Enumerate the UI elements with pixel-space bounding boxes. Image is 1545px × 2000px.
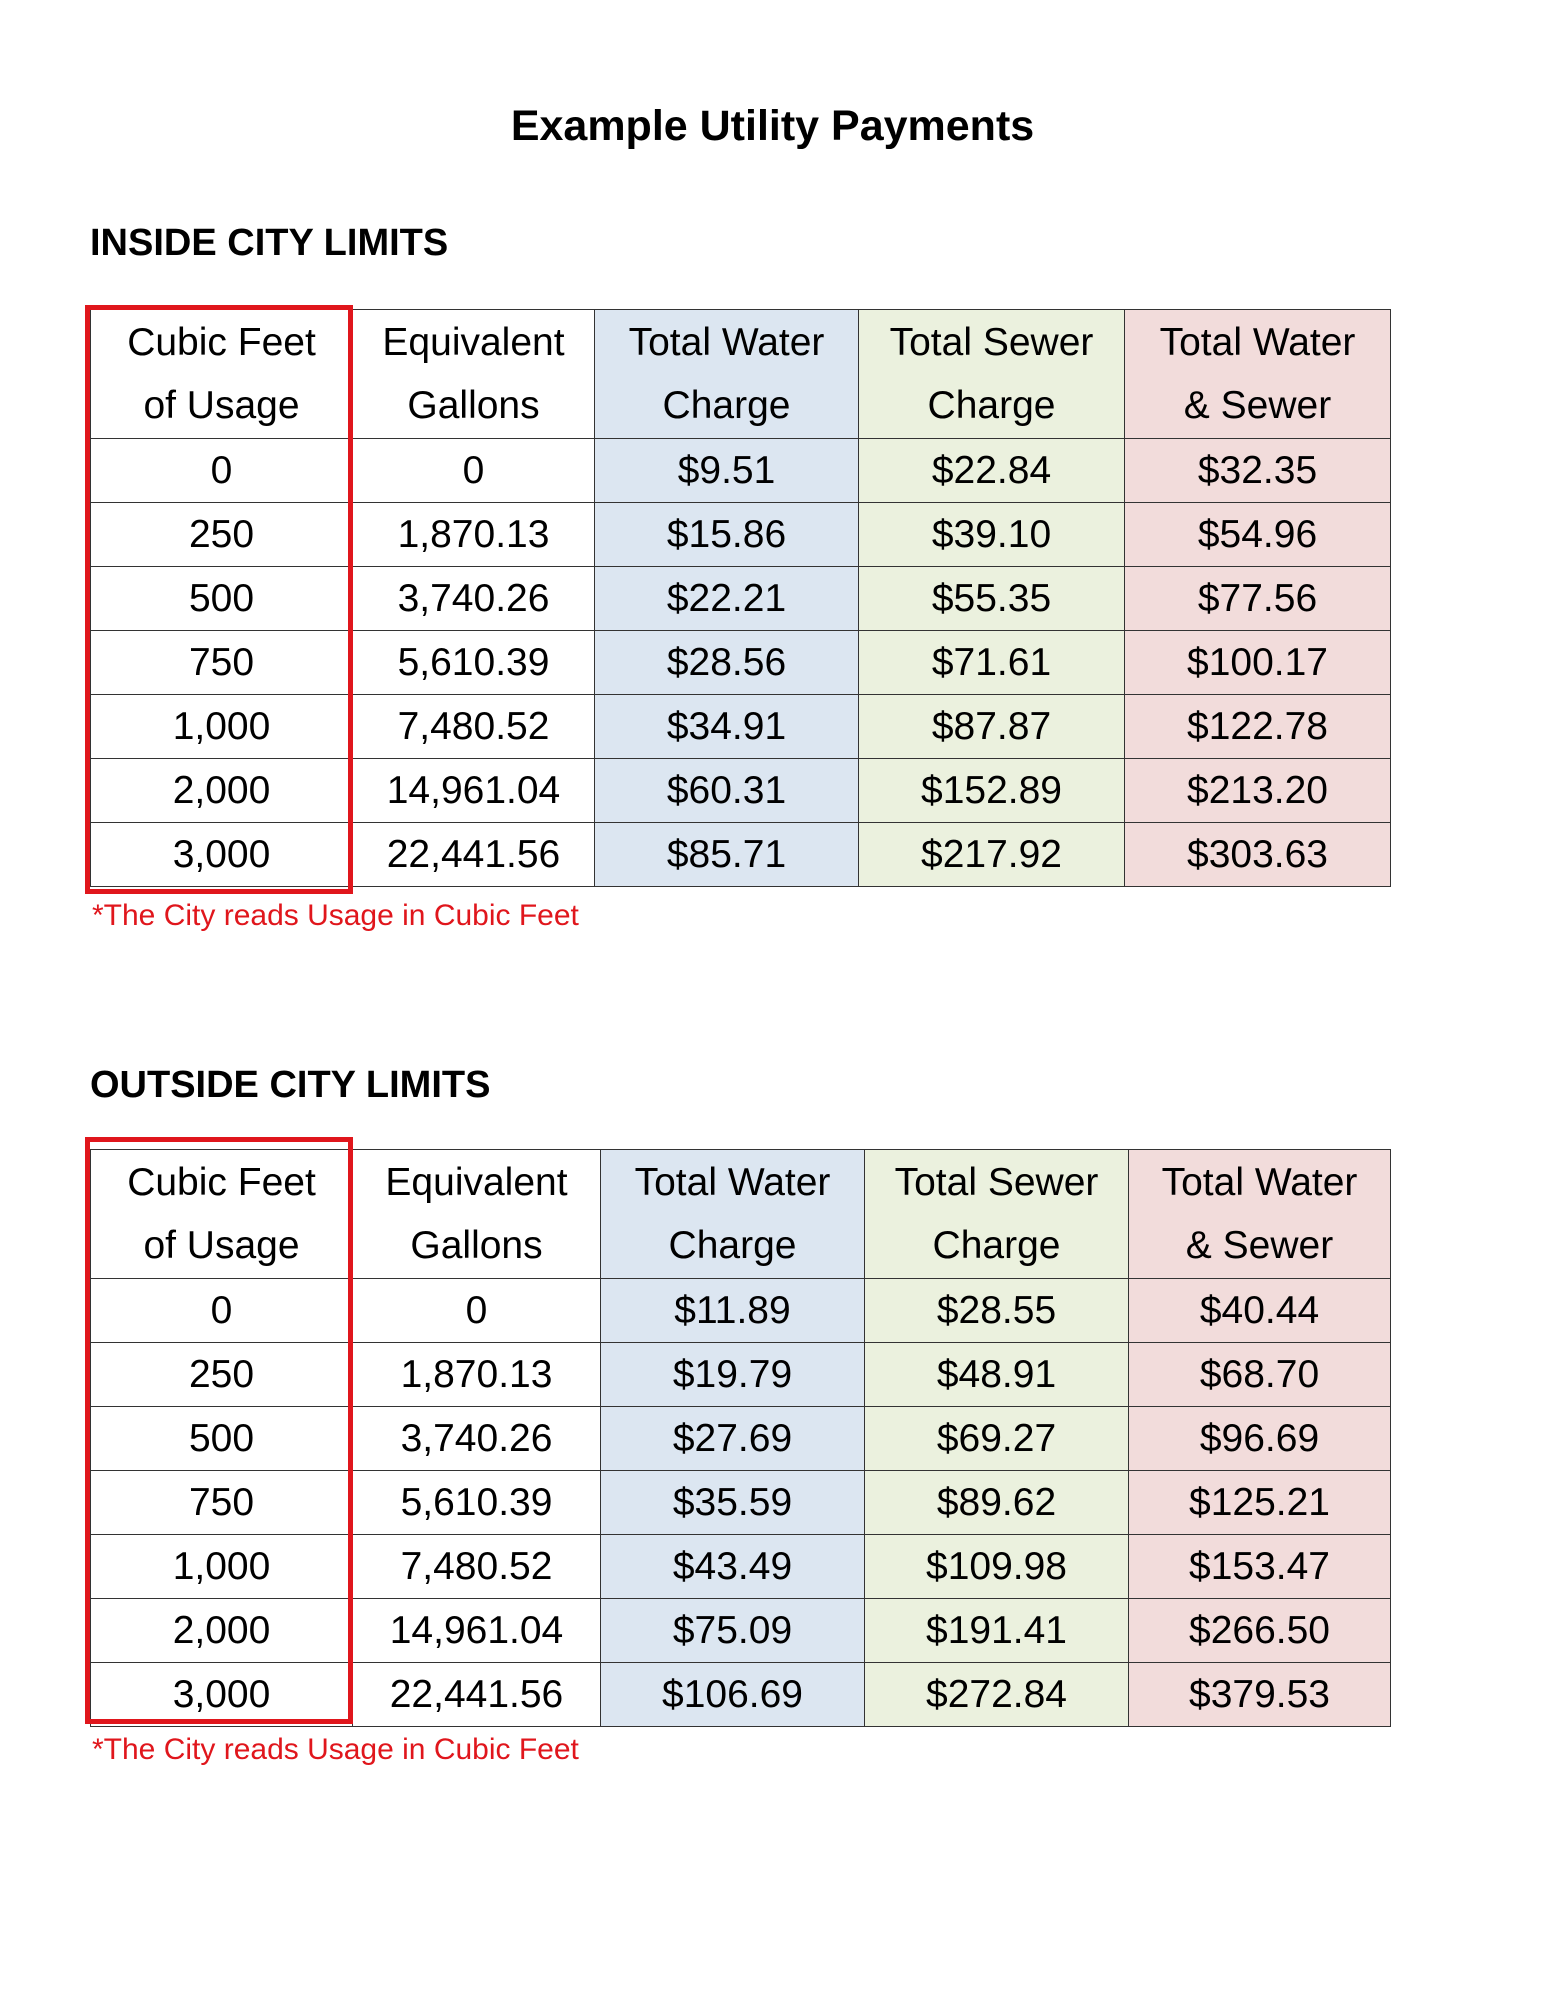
cubic-feet-cell: 250 — [91, 1343, 353, 1407]
cubic-feet-cell: 750 — [91, 1471, 353, 1535]
total-charge-cell: $54.96 — [1125, 503, 1391, 567]
cubic-feet-cell: 2,000 — [91, 1599, 353, 1663]
table-row — [91, 759, 1391, 823]
cubic-feet-cell: 3,000 — [91, 1663, 353, 1727]
sewer-charge-cell: $191.41 — [865, 1599, 1129, 1663]
water-charge-cell: $11.89 — [601, 1279, 865, 1343]
header-water-charge: Total Water Charge — [601, 1150, 865, 1279]
sewer-charge-cell: $89.62 — [865, 1471, 1129, 1535]
total-charge-cell: $40.44 — [1129, 1279, 1391, 1343]
water-charge-cell: $15.86 — [595, 503, 859, 567]
header-sewer-charge: Total Sewer Charge — [859, 310, 1125, 439]
table-row — [91, 1343, 1391, 1407]
water-charge-cell: $27.69 — [601, 1407, 865, 1471]
table-row — [91, 503, 1391, 567]
table-row — [91, 1279, 1391, 1343]
gallons-cell: 3,740.26 — [353, 1407, 601, 1471]
sewer-charge-cell: $69.27 — [865, 1407, 1129, 1471]
sewer-charge-cell: $55.35 — [859, 567, 1125, 631]
total-charge-cell: $213.20 — [1125, 759, 1391, 823]
table-row — [91, 1599, 1391, 1663]
table-row — [91, 1663, 1391, 1727]
gallons-cell: 1,870.13 — [353, 1343, 601, 1407]
sewer-charge-cell: $39.10 — [859, 503, 1125, 567]
cubic-feet-cell: 500 — [91, 1407, 353, 1471]
table-row — [91, 695, 1391, 759]
table-row — [91, 567, 1391, 631]
sewer-charge-cell: $28.55 — [865, 1279, 1129, 1343]
water-charge-cell: $43.49 — [601, 1535, 865, 1599]
gallons-cell: 22,441.56 — [353, 1663, 601, 1727]
total-charge-cell: $125.21 — [1129, 1471, 1391, 1535]
sewer-charge-cell: $22.84 — [859, 439, 1125, 503]
total-charge-cell: $68.70 — [1129, 1343, 1391, 1407]
total-charge-cell: $77.56 — [1125, 567, 1391, 631]
header-sewer-charge: Total Sewer Charge — [865, 1150, 1129, 1279]
inside-rates-table — [90, 309, 1391, 887]
gallons-cell: 3,740.26 — [353, 567, 595, 631]
gallons-cell: 0 — [353, 439, 595, 503]
outside-rates-table — [90, 1149, 1391, 1727]
sewer-charge-cell: $48.91 — [865, 1343, 1129, 1407]
gallons-cell: 0 — [353, 1279, 601, 1343]
gallons-cell: 1,870.13 — [353, 503, 595, 567]
header-water-charge: Total Water Charge — [595, 310, 859, 439]
total-charge-cell: $96.69 — [1129, 1407, 1391, 1471]
cubic-feet-cell: 3,000 — [91, 823, 353, 887]
water-charge-cell: $34.91 — [595, 695, 859, 759]
sewer-charge-cell: $272.84 — [865, 1663, 1129, 1727]
cubic-feet-cell: 1,000 — [91, 1535, 353, 1599]
table-row — [91, 439, 1391, 503]
water-charge-cell: $60.31 — [595, 759, 859, 823]
total-charge-cell: $153.47 — [1129, 1535, 1391, 1599]
cubic-feet-cell: 750 — [91, 631, 353, 695]
total-charge-cell: $100.17 — [1125, 631, 1391, 695]
header-cubic-feet: Cubic Feet of Usage — [91, 310, 353, 439]
gallons-cell: 14,961.04 — [353, 759, 595, 823]
cubic-feet-cell: 0 — [91, 439, 353, 503]
section-heading-outside: OUTSIDE CITY LIMITS — [90, 1064, 491, 1106]
gallons-cell: 5,610.39 — [353, 631, 595, 695]
water-charge-cell: $85.71 — [595, 823, 859, 887]
header-equivalent-gallons: Equivalent Gallons — [353, 1150, 601, 1279]
header-cubic-feet: Cubic Feet of Usage — [91, 1150, 353, 1279]
header-equivalent-gallons: Equivalent Gallons — [353, 310, 595, 439]
total-charge-cell: $379.53 — [1129, 1663, 1391, 1727]
water-charge-cell: $22.21 — [595, 567, 859, 631]
gallons-cell: 22,441.56 — [353, 823, 595, 887]
water-charge-cell: $106.69 — [601, 1663, 865, 1727]
table-header-row — [91, 310, 1391, 439]
gallons-cell: 5,610.39 — [353, 1471, 601, 1535]
sewer-charge-cell: $109.98 — [865, 1535, 1129, 1599]
table-row — [91, 1471, 1391, 1535]
water-charge-cell: $75.09 — [601, 1599, 865, 1663]
footnote-inside: *The City reads Usage in Cubic Feet — [92, 899, 579, 932]
sewer-charge-cell: $217.92 — [859, 823, 1125, 887]
cubic-feet-cell: 0 — [91, 1279, 353, 1343]
total-charge-cell: $32.35 — [1125, 439, 1391, 503]
table-row — [91, 631, 1391, 695]
gallons-cell: 7,480.52 — [353, 695, 595, 759]
table-row — [91, 1535, 1391, 1599]
sewer-charge-cell: $71.61 — [859, 631, 1125, 695]
sewer-charge-cell: $87.87 — [859, 695, 1125, 759]
cubic-feet-cell: 2,000 — [91, 759, 353, 823]
gallons-cell: 7,480.52 — [353, 1535, 601, 1599]
header-total-charge: Total Water & Sewer — [1125, 310, 1391, 439]
page-title: Example Utility Payments — [510, 102, 1035, 150]
total-charge-cell: $266.50 — [1129, 1599, 1391, 1663]
total-charge-cell: $303.63 — [1125, 823, 1391, 887]
water-charge-cell: $9.51 — [595, 439, 859, 503]
sewer-charge-cell: $152.89 — [859, 759, 1125, 823]
section-heading-inside: INSIDE CITY LIMITS — [90, 222, 449, 264]
header-total-charge: Total Water & Sewer — [1129, 1150, 1391, 1279]
table-row — [91, 823, 1391, 887]
gallons-cell: 14,961.04 — [353, 1599, 601, 1663]
cubic-feet-cell: 500 — [91, 567, 353, 631]
footnote-outside: *The City reads Usage in Cubic Feet — [92, 1733, 579, 1766]
table-row — [91, 1407, 1391, 1471]
table-header-row — [91, 1150, 1391, 1279]
cubic-feet-cell: 1,000 — [91, 695, 353, 759]
water-charge-cell: $35.59 — [601, 1471, 865, 1535]
water-charge-cell: $28.56 — [595, 631, 859, 695]
cubic-feet-cell: 250 — [91, 503, 353, 567]
water-charge-cell: $19.79 — [601, 1343, 865, 1407]
total-charge-cell: $122.78 — [1125, 695, 1391, 759]
